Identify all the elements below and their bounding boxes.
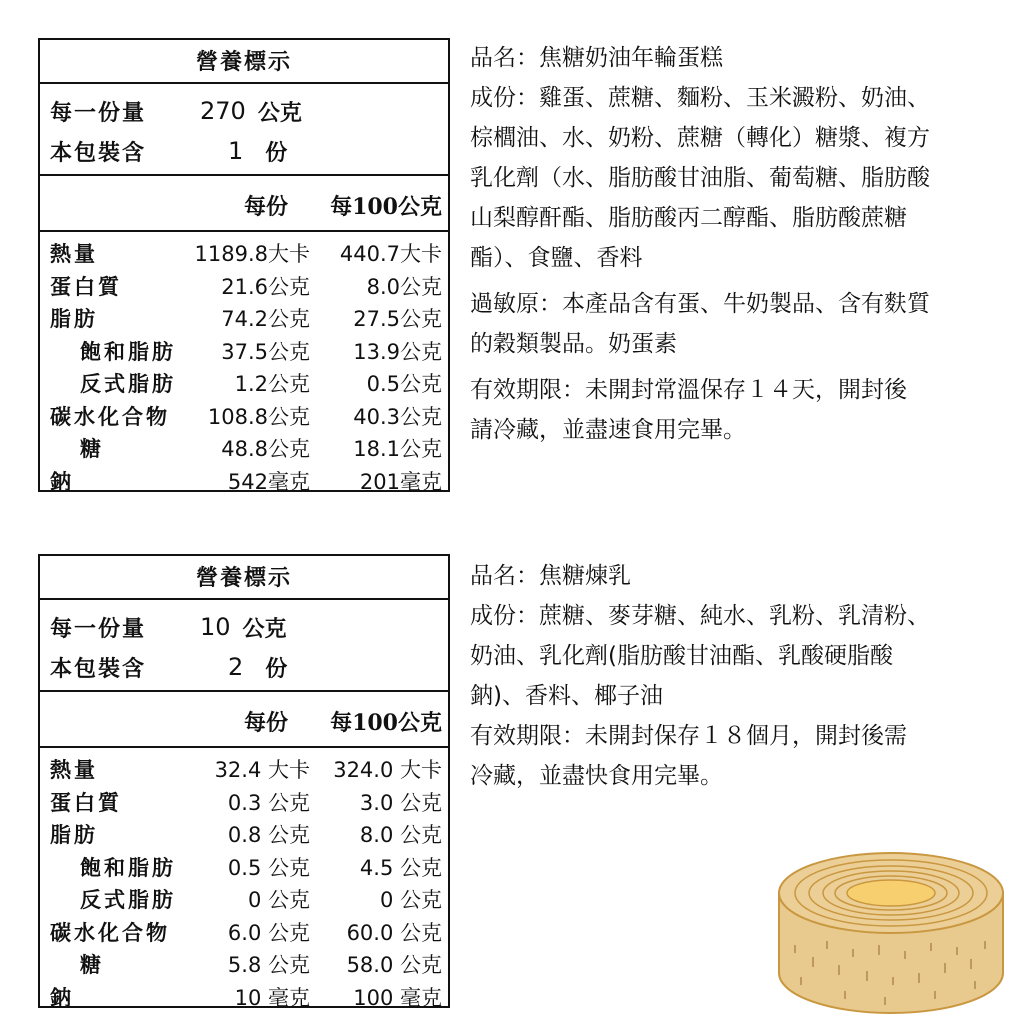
shelf-life-line: 冷藏，並盡快食用完畢。 <box>470 763 723 789</box>
per-serving-value: 37.5公克 <box>221 339 310 364</box>
nutrient-name: 鈉 <box>50 984 74 1010</box>
nutrient-name: 碳水化合物 <box>50 919 170 945</box>
per-100g-value: 0.5公克 <box>366 372 442 396</box>
nutrient-name: 熱量 <box>50 757 98 782</box>
per-serving-value: 0.5 公克 <box>227 855 310 880</box>
baumkuchen-cake-illustration <box>775 845 1007 1015</box>
ingredients-line: 乳化劑（水、脂肪酸甘油脂、葡萄糖、脂肪酸 <box>470 165 930 191</box>
product-info-1 <box>470 38 1015 450</box>
per-serving-value: 21.6公克 <box>221 274 310 299</box>
allergen-line: 的穀類製品。奶蛋素 <box>470 331 677 357</box>
servings-per-package-value: 1 <box>228 137 244 165</box>
nutrient-row-fat <box>50 819 442 852</box>
servings-per-package-label: 本包裝含 <box>50 655 147 682</box>
nutrient-name: 糖 <box>80 952 104 977</box>
per-100g-value: 40.3公克 <box>353 404 442 429</box>
nutrient-row-calories <box>50 238 442 271</box>
ingredients-line: 成份：雞蛋、蔗糖、麵粉、玉米澱粉、奶油、 <box>470 85 930 111</box>
per-100g-value: 8.0 公克 <box>359 823 442 847</box>
nutrient-name: 反式脂肪 <box>80 371 176 396</box>
nutrient-row-protein <box>50 271 442 304</box>
nutrient-name: 蛋白質 <box>50 273 122 299</box>
per-100g-value: 440.7大卡 <box>339 242 442 266</box>
per-serving-header: 每份 <box>243 194 288 220</box>
ingredients-line: 棕櫚油、水、奶粉、蔗糖（轉化）糖漿、複方 <box>470 125 930 151</box>
per-100g-value: 13.9公克 <box>353 339 442 364</box>
ingredients-line: 奶油、乳化劑(脂肪酸甘油酯、乳酸硬脂酸 <box>470 643 893 669</box>
product-name: 品名：焦糖煉乳 <box>470 563 631 589</box>
per-serving-value: 10 毫克 <box>234 985 310 1010</box>
ingredients-line: 山梨醇酐酯、脂肪酸丙二醇酯、脂肪酸蔗糖 <box>470 205 907 231</box>
nutrient-row-fat <box>50 303 442 336</box>
serving-size-value: 270 <box>200 97 246 125</box>
nutrient-name: 飽和脂肪 <box>80 854 176 880</box>
ingredients-line: 鈉)、香料、椰子油 <box>470 683 663 709</box>
per-100g-value: 18.1公克 <box>353 437 442 461</box>
servings-per-package-value: 2 <box>228 653 244 681</box>
nutrient-rows <box>40 748 448 1014</box>
column-headers <box>40 176 448 232</box>
ingredients-line: 成份：蔗糖、麥芽糖、純水、乳粉、乳清粉、 <box>470 603 930 629</box>
nutrition-label-title: 營養標示 <box>40 556 448 600</box>
per-serving-value: 5.8 公克 <box>227 953 310 977</box>
nutrient-row-carbohydrate <box>50 401 442 434</box>
serving-size-unit: 公克 <box>257 99 302 126</box>
serving-size-label: 每一份量 <box>50 615 147 642</box>
nutrient-rows <box>40 232 448 498</box>
nutrient-row-sodium <box>50 982 442 1015</box>
shelf-life-line: 有效期限：未開封保存１８個月，開封後需 <box>470 723 907 749</box>
nutrient-name: 反式脂肪 <box>80 887 176 912</box>
per-100g-value: 3.0 公克 <box>359 790 442 815</box>
per-100g-header: 每100公克 <box>330 710 442 736</box>
allergen-line: 過敏原：本產品含有蛋、牛奶製品、含有麩質 <box>470 291 930 317</box>
servings-per-package-label: 本包裝含 <box>50 139 147 166</box>
nutrient-name: 鈉 <box>50 468 74 494</box>
per-100g-value: 201毫克 <box>359 469 442 494</box>
nutrient-name: 熱量 <box>50 241 98 266</box>
per-serving-value: 32.4 大卡 <box>214 758 310 782</box>
nutrition-label-2 <box>38 554 450 1008</box>
nutrient-name: 飽和脂肪 <box>80 338 176 364</box>
shelf-life-line: 有效期限：未開封常溫保存１４天，開封後 <box>470 377 907 403</box>
per-serving-value: 0 公克 <box>247 888 310 912</box>
per-serving-value: 108.8公克 <box>207 404 310 429</box>
shelf-life-line: 請冷藏，並盡速食用完畢。 <box>470 417 746 443</box>
nutrition-label-title: 營養標示 <box>40 40 448 84</box>
per-serving-value: 74.2公克 <box>221 307 310 331</box>
nutrient-row-trans-fat <box>50 884 442 917</box>
per-serving-value: 6.0 公克 <box>227 920 310 945</box>
nutrient-row-trans-fat <box>50 368 442 401</box>
nutrient-name: 碳水化合物 <box>50 403 170 429</box>
per-100g-value: 4.5 公克 <box>359 855 442 880</box>
per-100g-value: 60.0 公克 <box>346 920 442 945</box>
per-100g-value: 58.0 公克 <box>346 953 442 977</box>
per-100g-value: 8.0公克 <box>366 274 442 299</box>
nutrient-name: 蛋白質 <box>50 789 122 815</box>
nutrient-name: 脂肪 <box>50 306 98 331</box>
per-serving-header: 每份 <box>243 710 288 736</box>
product-info-2 <box>470 556 1015 796</box>
per-serving-value: 0.8 公克 <box>227 823 310 847</box>
nutrient-name: 糖 <box>80 436 104 461</box>
per-100g-value: 27.5公克 <box>353 307 442 331</box>
per-100g-value: 100 毫克 <box>353 985 442 1010</box>
serving-size-value: 10 <box>200 613 231 641</box>
column-headers <box>40 692 448 748</box>
per-serving-value: 542毫克 <box>227 469 310 494</box>
nutrient-row-carbohydrate <box>50 917 442 950</box>
product-name: 品名：焦糖奶油年輪蛋糕 <box>470 45 723 71</box>
nutrient-row-saturated-fat <box>50 336 442 369</box>
per-serving-value: 1189.8大卡 <box>194 242 310 266</box>
per-100g-header: 每100公克 <box>330 194 442 220</box>
per-serving-value: 1.2公克 <box>234 372 310 396</box>
nutrient-row-sugar <box>50 949 442 982</box>
per-100g-value: 324.0 大卡 <box>333 758 442 782</box>
serving-size-unit: 公克 <box>242 615 287 642</box>
servings-per-package-unit: 份 <box>265 655 288 682</box>
per-100g-value: 0 公克 <box>379 888 442 912</box>
per-serving-value: 48.8公克 <box>221 437 310 461</box>
per-serving-value: 0.3 公克 <box>227 790 310 815</box>
nutrient-row-calories <box>50 754 442 787</box>
nutrient-row-sugar <box>50 433 442 466</box>
nutrient-row-protein <box>50 787 442 820</box>
serving-info <box>40 600 448 692</box>
nutrient-row-saturated-fat <box>50 852 442 885</box>
servings-per-package-unit: 份 <box>265 139 288 166</box>
serving-size-label: 每一份量 <box>50 99 147 126</box>
nutrient-row-sodium <box>50 466 442 499</box>
ingredients-line: 酯）、食鹽、香料 <box>470 245 643 271</box>
serving-info <box>40 84 448 176</box>
nutrient-name: 脂肪 <box>50 822 98 847</box>
nutrition-label-1 <box>38 38 450 492</box>
